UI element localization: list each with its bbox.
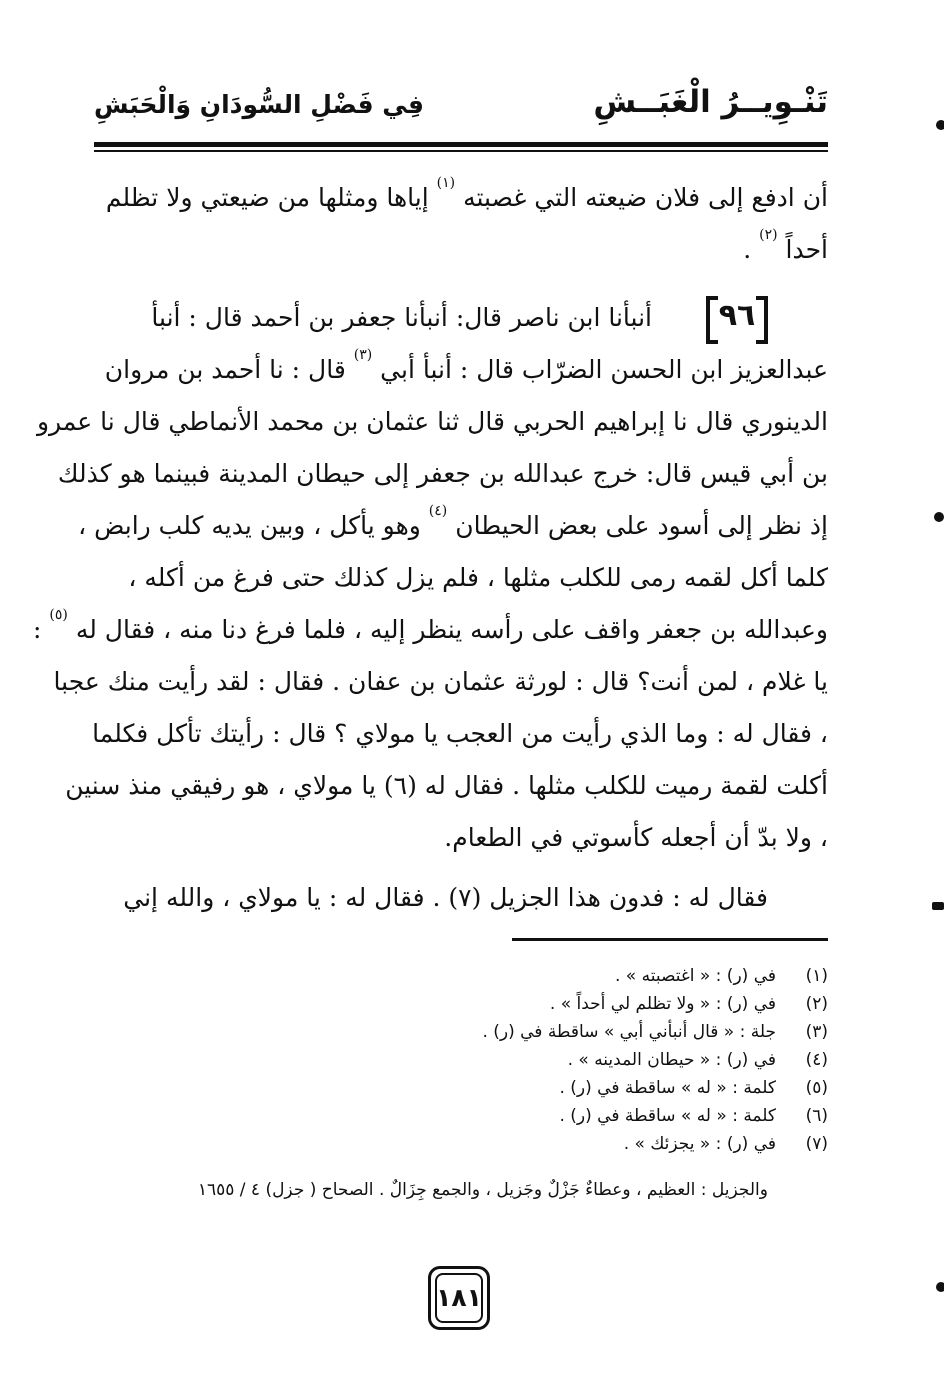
text-line: أحداً $^{(٢)}$ . bbox=[743, 227, 828, 264]
header-rule bbox=[94, 142, 828, 147]
text-line: أن ادفع إلى فلان ضيعته التي غصبته $^{(١)}$ إياها ومثلها من ضيعتي ولا تظلم bbox=[105, 175, 828, 212]
text-line: وعبدالله بن جعفر واقف على رأسه ينظر إليه ، فلما فرغ دنا منه ، فقال له $^{(٥)}$ : bbox=[33, 607, 828, 644]
text-line: إذ نظر إلى أسود على بعض الحيطان $^{(٤)}$ وهو يأكل ، وبين يديه كلب رابض ، bbox=[78, 503, 828, 540]
footnote-item: (٦) كلمة : « له » ساقطة في (ر) . bbox=[559, 1106, 828, 1126]
text-line: بن أبي قيس قال: خرج عبدالله بن جعفر إلى حيطان المدينة فبينما هو كذلك bbox=[57, 459, 828, 488]
hadith-number-badge: ٩٦ bbox=[706, 296, 768, 336]
scan-mark bbox=[936, 1282, 944, 1292]
footnote-item: (٣) جلة : « قال أنبأني أبي » ساقطة في (ر) . bbox=[482, 1022, 828, 1042]
footnote-item: (٢) في (ر) : « ولا تظلم لي أحداً » . bbox=[549, 994, 828, 1014]
text-line: فقال له : فدون هذا الجزيل (٧) . فقال له : يا مولاي ، والله إني bbox=[123, 883, 768, 912]
footnote-item: (١) في (ر) : « اغتصبته » . bbox=[615, 966, 828, 986]
text-line: ، ولا بدّ أن أجعله كأسوتي في الطعام. bbox=[444, 823, 828, 852]
text-line: الدينوري قال نا إبراهيم الحربي قال ثنا عثمان بن محمد الأنماطي قال نا عمرو bbox=[36, 407, 828, 436]
book-title: تَنْـوِيــرُ الْغَبَــشِ bbox=[593, 84, 828, 120]
footnote-rule bbox=[512, 938, 828, 941]
running-header bbox=[94, 78, 828, 138]
footnote-item: (٥) كلمة : « له » ساقطة في (ر) . bbox=[559, 1078, 828, 1098]
text-line: أكلت لقمة رميت للكلب مثلها . فقال له (٦) يا مولاي ، هو رفيقي منذ سنين bbox=[65, 771, 828, 800]
text-line: أنبأنا ابن ناصر قال: أنبأنا جعفر بن أحمد قال : أنبأ bbox=[151, 303, 652, 332]
footnote-item: (٤) في (ر) : « حيطان المدينه » . bbox=[567, 1050, 828, 1070]
page-number: ١٨١ bbox=[428, 1266, 490, 1330]
scan-mark bbox=[932, 902, 944, 910]
footnotes bbox=[128, 962, 828, 1162]
footnote-item: (٧) في (ر) : « يجزئك » . bbox=[623, 1134, 828, 1154]
footnote-extra: والجزيل : العظيم ، وعطاءٌ جَزْلٌ وجَزيل ، والجمع جِزَالٌ . الصحاح ( جزل) ٤ / ١٦٥٥ bbox=[197, 1180, 768, 1200]
header-rule-thin bbox=[94, 150, 828, 152]
text-line: كلما أكل لقمه رمى للكلب مثلها ، فلم يزل كذلك حتى فرغ من أكله ، bbox=[128, 563, 828, 592]
scan-mark bbox=[936, 120, 944, 130]
text-line: عبدالعزيز ابن الحسن الضرّاب قال : أنبأ أبي $^{(٣)}$ قال : نا أحمد بن مروان bbox=[104, 347, 828, 384]
book-subtitle: فِي فَضْلِ السُّودَانِ وَالْحَبَشِ bbox=[94, 90, 424, 119]
text-line: ، فقال له : وما الذي رأيت من العجب يا مولاي ؟ قال : رأيتك تأكل فكلما bbox=[92, 719, 828, 748]
text-line: يا غلام ، لمن أنت؟ قال : لورثة عثمان بن عفان . فقال : لقد رأيت منك عجبا bbox=[53, 667, 828, 696]
scan-mark bbox=[934, 512, 944, 522]
